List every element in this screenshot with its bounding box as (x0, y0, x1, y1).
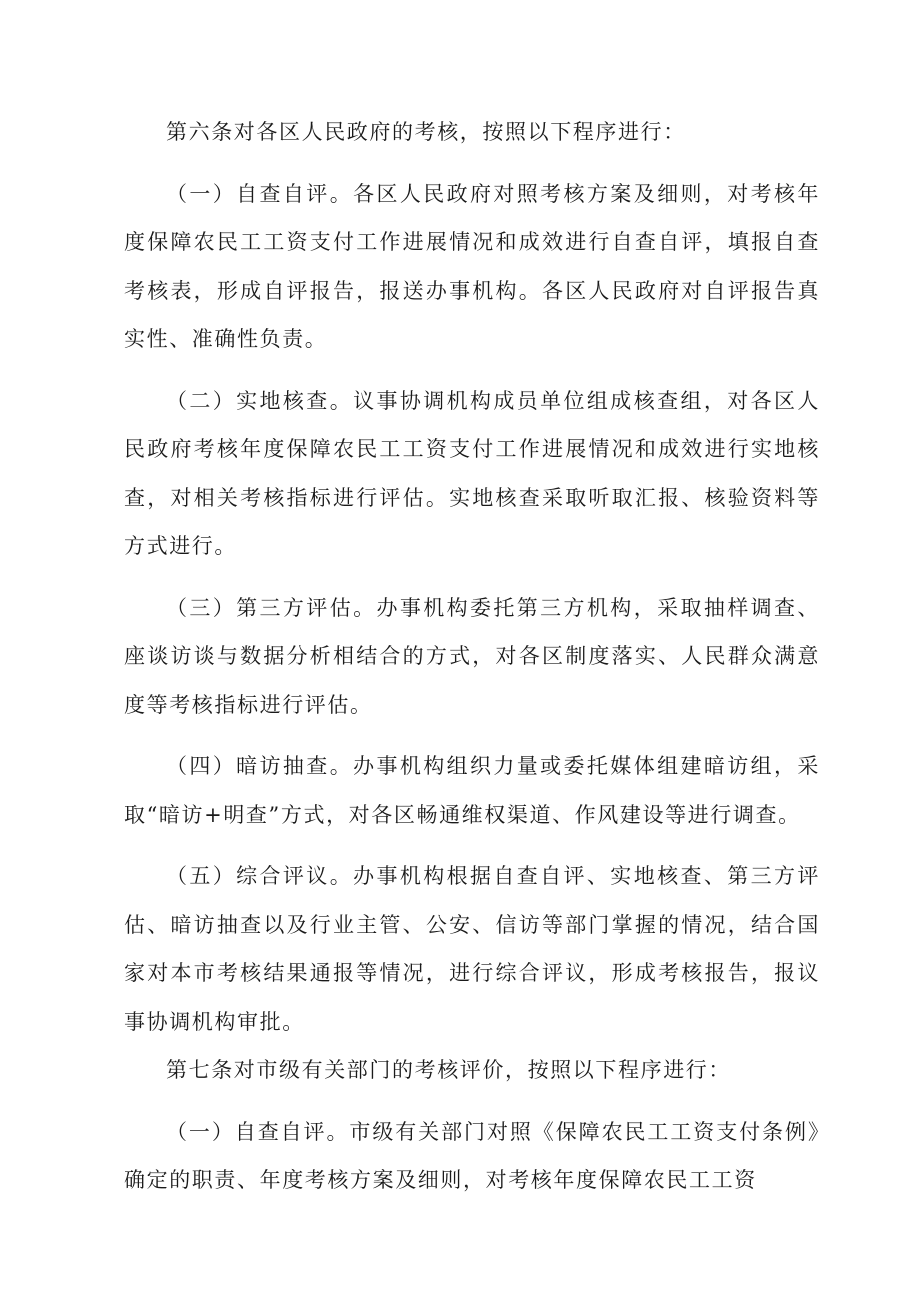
paragraph-department-self-assessment: （一）自查自评。市级有关部门对照《保障农民工工资支付条例》确定的职责、年度考核方案及细则，对考核年度保障农民工工资 (124, 1119, 820, 1192)
paragraph-onsite-verification: （二）实地核查。议事协调机构成员单位组成核查组，对各区人民政府考核年度保障农民工工资支付工作进展情况和成效进行实地核查，对相关考核指标进行评估。实地核查采取听取汇报、核验资料等方式进行。 (124, 388, 820, 558)
paragraph-self-assessment: （一）自查自评。各区人民政府对照考核方案及细则，对考核年度保障农民工工资支付工作进展情况和成效进行自查自评，填报自查考核表，形成自评报告，报送办事机构。各区人民政府对自评报告真实性、准确性负责。 (124, 181, 820, 351)
document-body (124, 108, 820, 1205)
article-seven-heading: 第七条对市级有关部门的考核评价，按照以下程序进行： (166, 1058, 731, 1082)
article-six-heading: 第六条对各区人民政府的考核，按照以下程序进行： (166, 120, 686, 144)
paragraph-third-party-evaluation: （三）第三方评估。办事机构委托第三方机构，采取抽样调查、座谈访谈与数据分析相结合的方式，对各区制度落实、人民群众满意度等考核指标进行评估。 (124, 595, 820, 717)
paragraph-unannounced-inspection: （四）暗访抽查。办事机构组织力量或委托媒体组建暗访组，采取“暗访+明查”方式，对各区畅通维权渠道、作风建设等进行调查。 (124, 754, 820, 827)
paragraph-comprehensive-review: （五）综合评议。办事机构根据自查自评、实地核查、第三方评估、暗访抽查以及行业主管、公安、信访等部门掌握的情况，结合国家对本市考核结果通报等情况，进行综合评议，形成考核报告，报议事协调机构审批。 (124, 864, 820, 1034)
